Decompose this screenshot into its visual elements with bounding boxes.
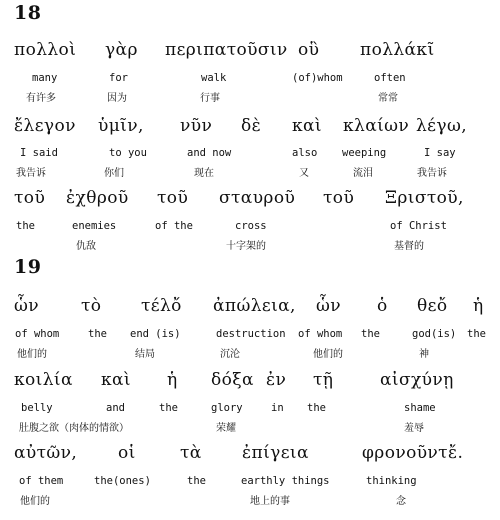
greek-word: ἡ — [473, 296, 484, 316]
chinese-line-5 — [0, 419, 500, 443]
greek-word: κλαίων — [343, 116, 410, 136]
greek-line-3 — [0, 188, 500, 212]
chinese-word: 羞辱 — [404, 423, 424, 434]
gloss-word: I said — [20, 147, 58, 159]
greek-word: θεὄ — [417, 296, 448, 316]
greek-word: Ξριστοῦ, — [385, 188, 464, 208]
chinese-line-4 — [0, 345, 500, 369]
gloss-word: glory — [211, 402, 243, 414]
chinese-word: 他们的 — [20, 496, 50, 507]
gloss-word: shame — [404, 402, 436, 414]
gloss-word: the — [16, 220, 35, 232]
gloss-word: thinking — [366, 475, 417, 487]
chinese-word: 仇敌 — [76, 241, 96, 252]
greek-word: ὧν — [14, 296, 39, 316]
gloss-word: in — [271, 402, 284, 414]
gloss-word: for — [109, 72, 128, 84]
greek-word: τῇ — [313, 370, 334, 390]
greek-word: λέγω, — [416, 116, 468, 136]
greek-word: τοῦ — [157, 188, 189, 208]
chinese-word: 地上的事 — [250, 496, 290, 507]
chinese-line-1 — [0, 89, 500, 113]
chinese-word: 荣耀 — [216, 423, 236, 434]
chinese-word: 常常 — [378, 93, 398, 104]
chinese-word: 我告诉 — [417, 168, 447, 179]
gloss-word: walk — [201, 72, 227, 84]
chinese-word: 念 — [396, 496, 406, 507]
gloss-word: earthly things — [241, 475, 330, 487]
gloss-word: destruction — [216, 328, 286, 340]
greek-word: γὰρ — [105, 40, 138, 60]
greek-word: καὶ — [292, 116, 322, 136]
chinese-word: 结局 — [135, 349, 155, 360]
gloss-word: cross — [235, 220, 267, 232]
verse-number-18: 18 — [14, 2, 42, 24]
greek-word: οὓ — [298, 40, 320, 60]
verse-number-19: 19 — [14, 256, 42, 278]
greek-word: δόξα — [211, 370, 254, 390]
gloss-word: end (is) — [130, 328, 181, 340]
greek-word: ὑμῖν, — [98, 116, 144, 136]
gloss-word: the — [467, 328, 486, 340]
greek-word: τὸ — [81, 296, 102, 316]
chinese-word: 又 — [299, 168, 309, 179]
greek-word: περιπατοῦσιν — [165, 40, 288, 60]
greek-word: ὧν — [316, 296, 341, 316]
chinese-word: 有许多 — [26, 93, 56, 104]
greek-word: ὁ — [377, 296, 388, 316]
chinese-word: 他们的 — [17, 349, 47, 360]
chinese-word: 基督的 — [394, 241, 424, 252]
gloss-word: of whom — [15, 328, 60, 340]
greek-word: πολλοὶ — [14, 40, 77, 60]
gloss-word: the — [361, 328, 380, 340]
chinese-line-6 — [0, 492, 500, 516]
chinese-word: 我告诉 — [16, 168, 46, 179]
chinese-word: 你们 — [104, 168, 124, 179]
chinese-word: 十字架的 — [226, 241, 266, 252]
greek-line-5 — [0, 370, 500, 394]
greek-word: ἡ — [167, 370, 178, 390]
greek-word: πολλάκῖ — [360, 40, 435, 60]
chinese-word: 因为 — [107, 93, 127, 104]
greek-word: τέλὄ — [141, 296, 182, 316]
gloss-word: many — [32, 72, 58, 84]
gloss-word: enemies — [72, 220, 117, 232]
gloss-word: the — [159, 402, 178, 414]
gloss-word: the — [187, 475, 206, 487]
chinese-word: 流泪 — [353, 168, 373, 179]
greek-word: κοιλία — [14, 370, 73, 390]
greek-line-1 — [0, 40, 500, 64]
greek-word: ἀπώλεια, — [213, 296, 296, 316]
greek-word: αἰσχύνῃ — [380, 370, 454, 390]
chinese-word: 肚腹之欲（肉体的情欲） — [19, 423, 129, 434]
gloss-word: god(is) — [412, 328, 457, 340]
greek-word: καὶ — [101, 370, 131, 390]
gloss-word: the — [307, 402, 326, 414]
greek-line-6 — [0, 443, 500, 467]
greek-line-2 — [0, 116, 500, 140]
gloss-word: of them — [19, 475, 64, 487]
chinese-word: 他们的 — [313, 349, 343, 360]
chinese-word: 沉沦 — [220, 349, 240, 360]
greek-word: ἐπίγεια — [242, 443, 309, 463]
greek-word: δὲ — [241, 116, 262, 136]
gloss-word: of the — [155, 220, 193, 232]
gloss-word: of Christ — [390, 220, 447, 232]
greek-word: ἔλεγον — [14, 116, 76, 136]
chinese-word: 行事 — [200, 93, 220, 104]
gloss-word: often — [374, 72, 406, 84]
greek-word: αὐτῶν, — [14, 443, 78, 463]
chinese-line-2 — [0, 164, 500, 188]
gloss-word: the(ones) — [94, 475, 151, 487]
gloss-word: to you — [109, 147, 147, 159]
greek-word: οἱ — [118, 443, 136, 463]
greek-word: τοῦ — [323, 188, 355, 208]
gloss-word: weeping — [342, 147, 387, 159]
chinese-word: 神 — [419, 349, 429, 360]
greek-word: σταυροῦ — [219, 188, 296, 208]
gloss-word: I say — [424, 147, 456, 159]
gloss-word: and — [106, 402, 125, 414]
greek-word: φρονοῦντἔ. — [362, 443, 464, 463]
greek-word: ἐχθροῦ — [66, 188, 129, 208]
gloss-word: belly — [21, 402, 53, 414]
chinese-word: 现在 — [194, 168, 214, 179]
gloss-word: of whom — [298, 328, 343, 340]
greek-word: τὰ — [180, 443, 202, 463]
greek-word: ἐν — [266, 370, 287, 390]
gloss-word: (of)whom — [292, 72, 343, 84]
greek-word: νῦν — [180, 116, 213, 136]
gloss-word: also — [292, 147, 318, 159]
greek-word: τοῦ — [14, 188, 46, 208]
chinese-line-3 — [0, 237, 500, 261]
gloss-word: the — [88, 328, 107, 340]
greek-line-4 — [0, 296, 500, 320]
gloss-word: and now — [187, 147, 232, 159]
